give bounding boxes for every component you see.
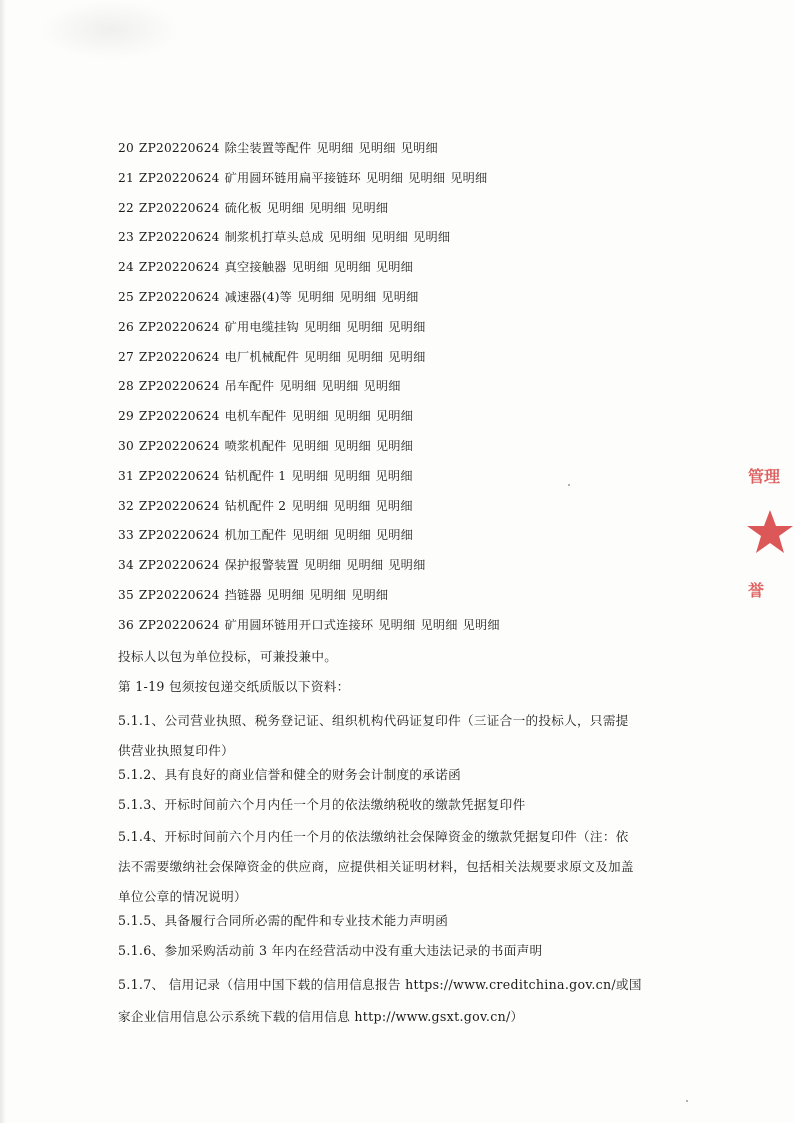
item-no: 35 bbox=[118, 587, 134, 602]
item-c1: 见明细 bbox=[291, 498, 329, 513]
item-c1: 见明细 bbox=[303, 349, 342, 364]
item-c3: 见明细 bbox=[413, 230, 451, 245]
item-code: ZP20220624 bbox=[138, 349, 220, 364]
item-name: 吊车配件 bbox=[224, 379, 275, 394]
item-c2: 见明细 bbox=[333, 468, 371, 483]
item-name: 真空接触器 bbox=[224, 260, 287, 275]
scan-speck bbox=[686, 1100, 688, 1102]
item-c2: 见明细 bbox=[333, 260, 371, 275]
item-no: 27 bbox=[118, 349, 134, 364]
item-c3: 见明细 bbox=[388, 349, 426, 364]
item-c2: 见明细 bbox=[420, 617, 458, 632]
paragraph-line: 法不需要缴纳社会保障资金的供应商，应提供相关证明材料，包括相关法规要求原文及加盖 bbox=[118, 859, 634, 874]
clause-5-1-1 bbox=[118, 706, 688, 766]
paragraph-line: 单位公章的情况说明） bbox=[118, 889, 247, 904]
item-code: ZP20220624 bbox=[138, 617, 220, 632]
stamp-text-bottom: 誉 bbox=[748, 581, 765, 600]
package-item-row bbox=[118, 551, 718, 581]
item-c3: 见明细 bbox=[351, 200, 389, 215]
paragraph-submission-intro bbox=[118, 676, 688, 695]
clause-5-1-4 bbox=[118, 822, 688, 912]
item-code: ZP20220624 bbox=[138, 498, 220, 513]
item-name: 除尘装置等配件 bbox=[224, 141, 312, 155]
item-name: 制浆机打草头总成 bbox=[224, 230, 324, 245]
item-c1: 见明细 bbox=[291, 528, 329, 543]
paragraph-line: 5.1.4、开标时间前六个月内任一个月的依法缴纳社会保障资金的缴款凭据复印件（注：依 bbox=[118, 829, 629, 844]
item-code: ZP20220624 bbox=[138, 438, 220, 453]
item-c3: 见明细 bbox=[375, 409, 414, 424]
clause-5-1-7 bbox=[118, 969, 688, 1033]
item-name: 矿用圆环链用开口式连接环 bbox=[224, 617, 374, 632]
item-no: 24 bbox=[118, 260, 134, 275]
package-item-row bbox=[118, 611, 718, 641]
item-c1: 见明细 bbox=[291, 409, 329, 424]
package-item-row bbox=[118, 343, 718, 373]
paragraph-line: 5.1.6、参加采购活动前 3 年内在经营活动中没有重大违法记录的书面声明 bbox=[118, 943, 543, 958]
item-c2: 见明细 bbox=[308, 200, 347, 215]
item-name: 机加工配件 bbox=[224, 528, 287, 543]
item-c3: 见明细 bbox=[375, 260, 414, 275]
item-c3: 见明细 bbox=[400, 141, 438, 155]
paragraph-line: 5.1.1、公司营业执照、税务登记证、组织机构代码证复印件（三证合一的投标人，只需提 bbox=[118, 713, 629, 728]
item-c1: 见明细 bbox=[279, 379, 317, 394]
item-c3: 见明细 bbox=[375, 438, 414, 453]
item-c1: 见明细 bbox=[303, 558, 342, 573]
item-name: 电机车配件 bbox=[224, 409, 287, 424]
item-no: 23 bbox=[118, 230, 134, 245]
scan-speck bbox=[568, 484, 570, 486]
clause-5-1-6 bbox=[118, 940, 688, 959]
clause-5-1-5 bbox=[118, 910, 688, 929]
item-no: 28 bbox=[118, 379, 134, 394]
item-no: 26 bbox=[118, 319, 134, 334]
item-c3: 见明细 bbox=[375, 498, 413, 513]
item-c3: 见明细 bbox=[388, 558, 426, 573]
item-name: 矿用圆环链用扁平接链环 bbox=[224, 170, 361, 185]
item-c2: 见明细 bbox=[333, 528, 371, 543]
package-item-row bbox=[118, 194, 718, 224]
item-name: 喷浆机配件 bbox=[224, 438, 287, 453]
item-c2: 见明细 bbox=[370, 230, 409, 245]
scan-smudge bbox=[40, 0, 180, 60]
item-code: ZP20220624 bbox=[138, 170, 220, 185]
item-name: 矿用电缆挂钩 bbox=[224, 319, 299, 334]
item-code: ZP20220624 bbox=[138, 289, 220, 304]
item-no: 31 bbox=[118, 468, 134, 483]
package-item-row bbox=[118, 521, 718, 551]
package-item-row bbox=[118, 462, 718, 492]
item-c1: 见明细 bbox=[266, 200, 304, 215]
item-name: 减速器(4)等 bbox=[224, 289, 293, 304]
item-c3: 见明细 bbox=[381, 289, 419, 304]
item-code: ZP20220624 bbox=[138, 260, 220, 275]
item-code: ZP20220624 bbox=[138, 409, 220, 424]
seal-stamp-fragment bbox=[738, 450, 794, 630]
item-no: 30 bbox=[118, 438, 134, 453]
item-c1: 见明细 bbox=[316, 141, 354, 155]
item-c1: 见明细 bbox=[303, 319, 342, 334]
item-c1: 见明细 bbox=[291, 438, 329, 453]
item-c3: 见明细 bbox=[375, 528, 414, 543]
package-item-row bbox=[118, 372, 718, 402]
paragraph-bid-rule bbox=[118, 646, 688, 665]
package-item-row bbox=[118, 283, 718, 313]
item-no: 29 bbox=[118, 409, 134, 424]
item-no: 34 bbox=[118, 558, 134, 573]
clause-5-1-2 bbox=[118, 764, 688, 783]
item-code: ZP20220624 bbox=[138, 379, 220, 394]
package-item-row bbox=[118, 134, 718, 164]
item-c1: 见明细 bbox=[378, 617, 416, 632]
item-no: 20 bbox=[118, 141, 134, 155]
package-item-list bbox=[118, 134, 718, 641]
item-no: 22 bbox=[118, 200, 134, 215]
item-code: ZP20220624 bbox=[138, 468, 220, 483]
item-c1: 见明细 bbox=[291, 468, 329, 483]
item-name: 挡链器 bbox=[224, 587, 262, 602]
item-no: 32 bbox=[118, 498, 134, 513]
item-c3: 见明细 bbox=[388, 319, 426, 334]
item-c2: 见明细 bbox=[339, 289, 377, 304]
paragraph-line: 5.1.5、具备履行合同所必需的配件和专业技术能力声明函 bbox=[118, 913, 449, 928]
item-code: ZP20220624 bbox=[138, 200, 220, 215]
item-c2: 见明细 bbox=[333, 438, 371, 453]
item-code: ZP20220624 bbox=[138, 230, 220, 245]
item-name: 钻机配件 2 bbox=[224, 498, 287, 513]
paragraph-line: 供营业执照复印件） bbox=[118, 743, 235, 758]
package-item-row bbox=[118, 432, 718, 462]
item-name: 硫化板 bbox=[224, 200, 262, 215]
item-c1: 见明细 bbox=[365, 170, 404, 185]
paragraph-line: 投标人以包为单位投标，可兼投兼中。 bbox=[118, 649, 338, 664]
item-name: 电厂机械配件 bbox=[224, 349, 299, 364]
item-no: 25 bbox=[118, 289, 134, 304]
item-code: ZP20220624 bbox=[138, 587, 220, 602]
item-c3: 见明细 bbox=[375, 468, 413, 483]
paragraph-line: 第 1-19 包须按包递交纸质版以下资料： bbox=[118, 679, 350, 694]
item-c2: 见明细 bbox=[346, 349, 384, 364]
package-item-row bbox=[118, 492, 718, 522]
item-code: ZP20220624 bbox=[138, 319, 220, 334]
stamp-text-top: 管理 bbox=[748, 467, 781, 486]
item-c3: 见明细 bbox=[450, 170, 488, 185]
paragraph-line: 5.1.3、开标时间前六个月内任一个月的依法缴纳税收的缴款凭据复印件 bbox=[118, 797, 526, 812]
item-c2: 见明细 bbox=[408, 170, 446, 185]
item-name: 钻机配件 1 bbox=[224, 468, 287, 483]
item-c2: 见明细 bbox=[333, 409, 371, 424]
item-c2: 见明细 bbox=[346, 558, 384, 573]
item-c3: 见明细 bbox=[351, 587, 389, 602]
paragraph-line: 5.1.7、 信用记录（信用中国下载的信用信息报告 https://www.creditchina.gov.cn/或国 bbox=[118, 977, 642, 992]
item-c2: 见明细 bbox=[308, 587, 347, 602]
item-code: ZP20220624 bbox=[138, 141, 220, 155]
item-c1: 见明细 bbox=[266, 587, 304, 602]
paragraph-line: 5.1.2、具有良好的商业信誉和健全的财务会计制度的承诺函 bbox=[118, 767, 461, 782]
item-code: ZP20220624 bbox=[138, 558, 220, 573]
package-item-row bbox=[118, 402, 718, 432]
stamp-star-icon bbox=[746, 508, 794, 556]
item-c2: 见明细 bbox=[321, 379, 359, 394]
package-item-row bbox=[118, 313, 718, 343]
package-item-row bbox=[118, 253, 718, 283]
item-c3: 见明细 bbox=[462, 617, 500, 632]
package-item-row bbox=[118, 223, 718, 253]
package-item-row bbox=[118, 581, 718, 611]
item-no: 21 bbox=[118, 170, 134, 185]
clause-5-1-3 bbox=[118, 794, 688, 813]
item-c1: 见明细 bbox=[328, 230, 366, 245]
item-c3: 见明细 bbox=[363, 379, 401, 394]
item-c2: 见明细 bbox=[333, 498, 371, 513]
scan-edge-shadow bbox=[0, 0, 6, 1123]
item-no: 36 bbox=[118, 617, 134, 632]
paragraph-line: 家企业信用信息公示系统下载的信用信息 http://www.gsxt.gov.cn/） bbox=[118, 1009, 524, 1024]
item-c1: 见明细 bbox=[291, 260, 329, 275]
item-c2: 见明细 bbox=[358, 141, 396, 155]
package-item-row bbox=[118, 164, 718, 194]
item-c2: 见明细 bbox=[346, 319, 384, 334]
item-name: 保护报警装置 bbox=[224, 558, 299, 573]
item-no: 33 bbox=[118, 528, 134, 543]
item-code: ZP20220624 bbox=[138, 528, 220, 543]
item-c1: 见明细 bbox=[297, 289, 335, 304]
